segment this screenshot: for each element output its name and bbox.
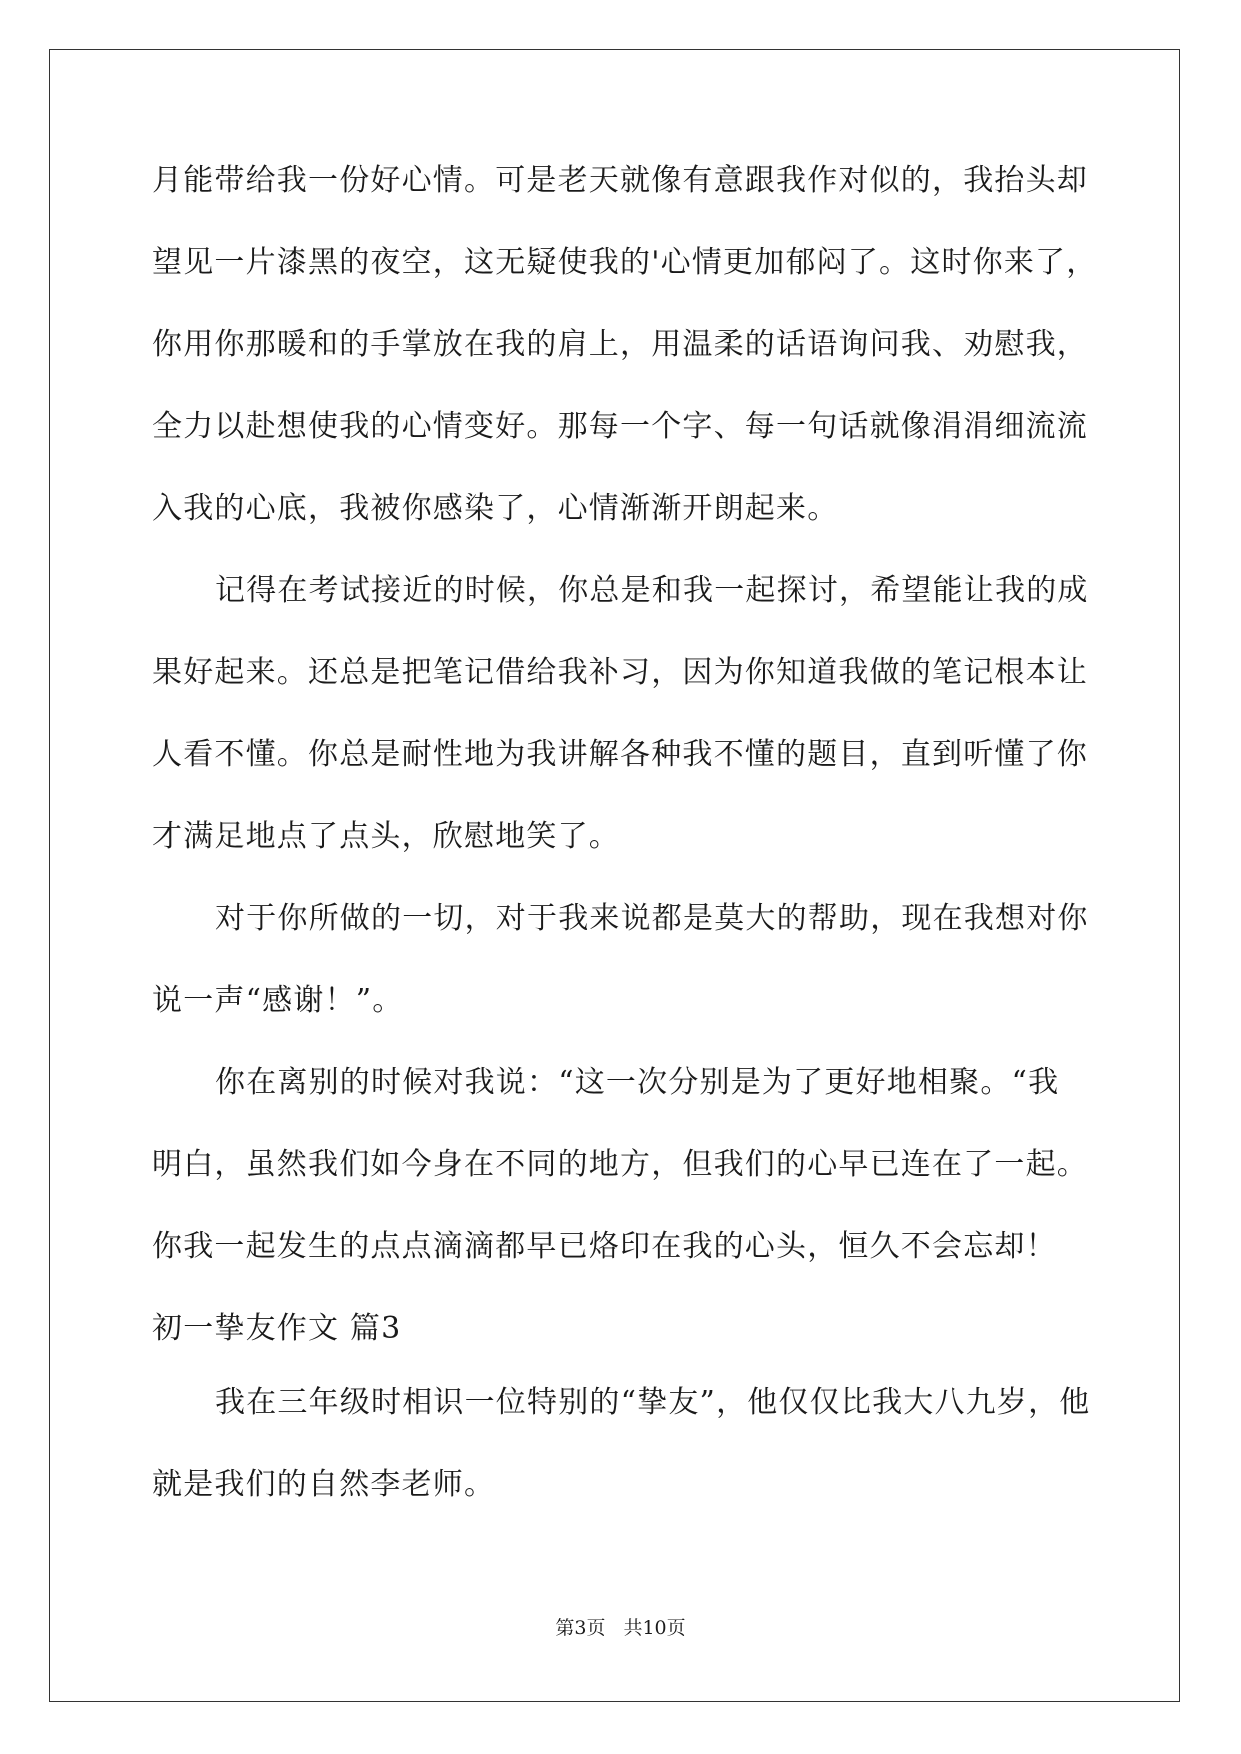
page-number: 第3页 [555,1617,606,1639]
text-line: 入我的心底，我被你感染了，心情渐渐开朗起来。 [152,491,839,526]
section-heading: 初一挚友作文 篇3 [152,1311,402,1346]
text-line: 望见一片漆黑的夜空，这无疑使我的'心情更加郁闷了。这时你来了， [152,245,1098,280]
page-footer [0,1613,1241,1640]
text-line: 你用你那暖和的手掌放在我的肩上，用温柔的话语询问我、劝慰我， [152,327,1088,362]
text-line: 人看不懂。你总是耐性地为我讲解各种我不懂的题目，直到听懂了你 [152,737,1088,772]
paragraph-start-line: 对于你所做的一切，对于我来说都是莫大的帮助，现在我想对你 [215,901,1089,936]
page-total: 共10页 [623,1617,686,1639]
text-line: 果好起来。还总是把笔记借给我补习，因为你知道我做的笔记根本让 [152,655,1088,690]
text-line: 月能带给我一份好心情。可是老天就像有意跟我作对似的，我抬头却 [152,163,1088,198]
text-line: 就是我们的自然李老师。 [152,1467,496,1502]
text-line: 你我一起发生的点点滴滴都早已烙印在我的心头，恒久不会忘却！ [152,1229,1057,1264]
document-body [152,160,1098,1546]
paragraph-start-line: 记得在考试接近的时候，你总是和我一起探讨，希望能让我的成 [215,573,1089,608]
text-line: 全力以赴想使我的心情变好。那每一个字、每一句话就像涓涓细流流 [152,409,1088,444]
text-line: 明白，虽然我们如今身在不同的地方，但我们的心早已连在了一起。 [152,1147,1088,1182]
paragraph-start-line: 我在三年级时相识一位特别的“挚友”，他仅仅比我大八九岁，他 [215,1385,1091,1420]
text-line: 才满足地点了点头，欣慰地笑了。 [152,819,620,854]
paragraph-start-line: 你在离别的时候对我说：“这一次分别是为了更好地相聚。“我 [215,1065,1060,1100]
text-line: 说一声“感谢！”。 [152,983,404,1018]
